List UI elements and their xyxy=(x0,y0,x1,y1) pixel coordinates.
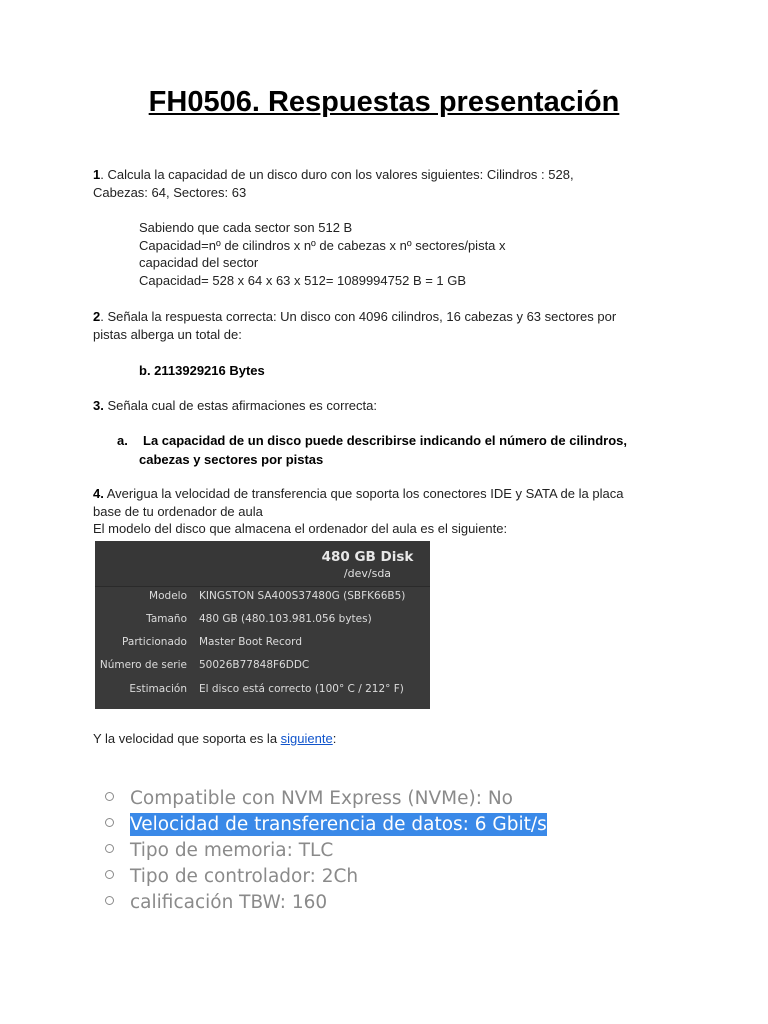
disk-row-label: Estimación xyxy=(129,683,187,695)
bullet-icon xyxy=(105,818,114,827)
answer-1-line1: Sabiendo que cada sector son 512 B xyxy=(139,220,353,235)
page-title: FH0506. Respuestas presentación xyxy=(148,86,620,118)
disk-row-label: Modelo xyxy=(149,590,187,602)
speed-intro-colon: : xyxy=(332,731,337,746)
disk-row-label: Particionado xyxy=(122,636,187,648)
bullet-icon xyxy=(105,844,114,853)
question-1-text-line2: Cabezas: 64, Sectores: 63 xyxy=(93,184,247,200)
spec-text: calificación TBW: 160 xyxy=(130,892,328,910)
question-4 xyxy=(93,485,623,538)
answer-3-line2: cabezas y sectores por pistas xyxy=(139,452,324,467)
spec-text: Tipo de controlador: 2Ch xyxy=(130,866,359,887)
spec-text-highlighted: Velocidad de transferencia de datos: 6 Gbit/s xyxy=(130,814,547,835)
disk-device: /dev/sda xyxy=(343,567,392,580)
disk-row-size xyxy=(95,613,430,631)
disk-row-label: Número de serie xyxy=(99,659,187,671)
list-item xyxy=(104,838,333,864)
answer-1-line3: capacidad del sector xyxy=(139,255,259,270)
spec-text: Tipo de memoria: TLC xyxy=(130,840,334,861)
speed-intro xyxy=(93,730,336,748)
question-2-number: 2 xyxy=(93,309,101,324)
disk-row-value: El disco está correcto (100° C / 212° F) xyxy=(199,683,404,695)
question-1-text-line1: . Calcula la capacidad de un disco duro con los valores siguientes: Cilindros : 528, xyxy=(100,167,574,182)
disk-info-screenshot xyxy=(95,541,430,709)
question-3 xyxy=(93,397,377,415)
bullet-icon xyxy=(105,792,114,801)
disk-header xyxy=(95,541,430,586)
answer-3-line1: La capacidad de un disco puede describirse indicando el número de cilindros, xyxy=(143,433,628,448)
bullet-icon xyxy=(105,896,114,905)
specs-list xyxy=(104,786,704,910)
disk-row-value: 50026B77848F6DDC xyxy=(199,659,310,671)
answer-1-line2: Capacidad=nº de cilindros x nº de cabezas x nº sectores/pista x xyxy=(139,237,506,253)
question-4-text-line1: Averigua la velocidad de transferencia que soporta los conectores IDE y SATA de la placa xyxy=(103,486,624,501)
siguiente-link[interactable]: siguiente xyxy=(280,731,333,746)
question-2 xyxy=(93,308,616,343)
spec-text: Compatible con NVM Express (NVMe): No xyxy=(130,788,513,809)
disk-row-serial xyxy=(95,659,430,677)
disk-row-label: Tamaño xyxy=(146,613,187,625)
list-item xyxy=(104,890,327,910)
question-4-text-line3: El modelo del disco que almacena el ordenador del aula es el siguiente: xyxy=(93,521,508,536)
question-2-text-line1: . Señala la respuesta correcta: Un disco con 4096 cilindros, 16 cabezas y 63 sectores por xyxy=(100,309,617,324)
disk-title: 480 GB Disk xyxy=(321,549,414,565)
question-4-number: 4. xyxy=(93,486,104,501)
question-3-text: Señala cual de estas afirmaciones es correcta: xyxy=(103,398,377,413)
bullet-icon xyxy=(105,870,114,879)
disk-divider xyxy=(95,586,430,587)
list-item xyxy=(104,812,547,838)
question-2-text-line2: pistas alberga un total de: xyxy=(93,326,242,342)
list-item xyxy=(104,786,513,812)
disk-row-value: KINGSTON SA400S37480G (SBFK66B5) xyxy=(199,590,406,602)
answer-1-line4: Capacidad= 528 x 64 x 63 x 512= 1089994752 B = 1 GB xyxy=(139,272,467,288)
question-1-answer xyxy=(139,219,506,289)
question-3-number: 3. xyxy=(93,398,104,413)
question-2-answer: b. 2113929216 Bytes xyxy=(139,363,265,378)
answer-marker: a. xyxy=(117,433,128,448)
question-1-number: 1 xyxy=(93,167,101,182)
disk-row-value: Master Boot Record xyxy=(199,636,302,648)
question-1 xyxy=(93,166,574,201)
speed-intro-text: Y la velocidad que soporta es la xyxy=(93,731,281,746)
disk-row-assessment xyxy=(95,683,430,701)
question-4-text-line2: base de tu ordenador de aula xyxy=(93,503,263,519)
list-item xyxy=(104,864,358,890)
disk-row-value: 480 GB (480.103.981.056 bytes) xyxy=(199,613,372,625)
disk-row-partitioning xyxy=(95,636,430,654)
disk-row-model xyxy=(95,590,430,608)
